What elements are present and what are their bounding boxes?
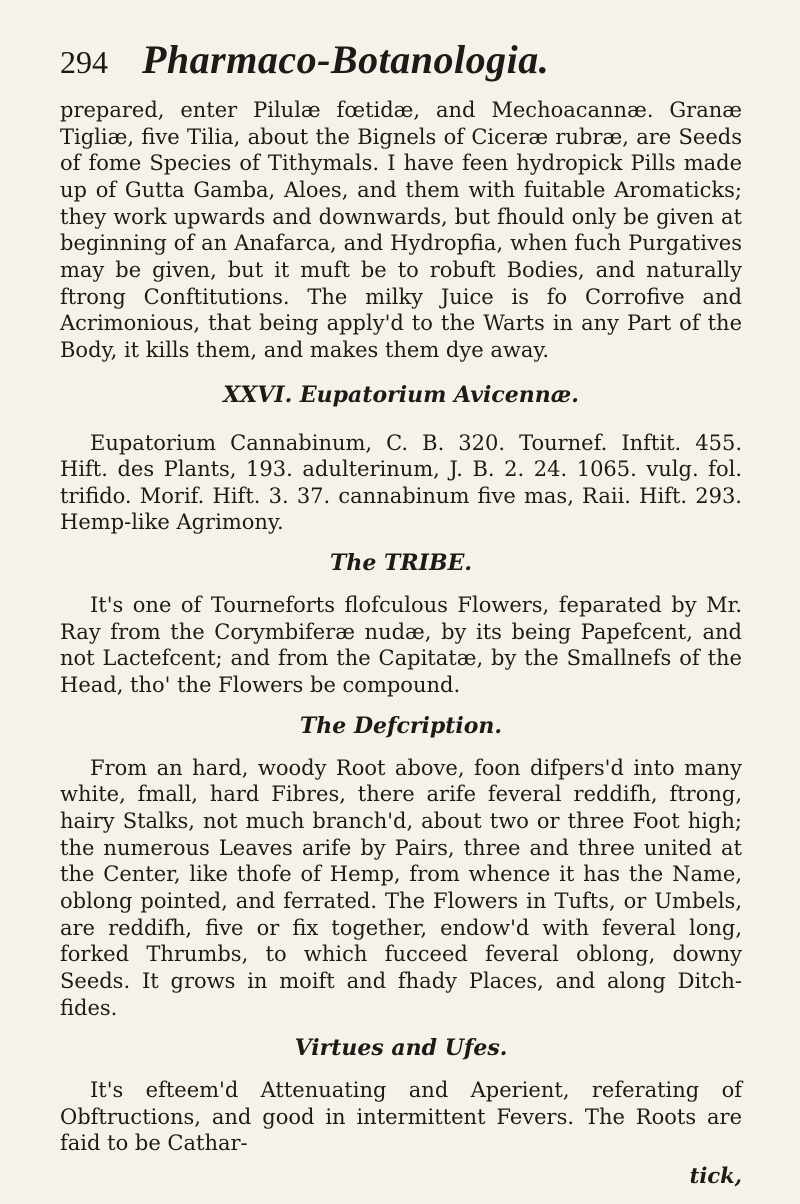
paragraph-tribe: It's one of Tourneforts flofculous Flowers, feparated by Mr. Ray from the Corymbiferæ nudæ, by its being Papefcent, and not Lactefcent; and from the Capitatæ, by the Smallnefs of the Head, tho' the Flowers be compound. <box>60 593 742 698</box>
paragraph-purgatives: prepared, enter Pilulæ fœtidæ, and Mechoacannæ. Granæ Tigliæ, five Tilia, about the Bignels of Ciceræ rubræ, are Seeds of fome Species of Tithymals. I have feen hydropick Pills made up of Gutta Gamba, Aloes, and them with fuitable Aromaticks; they work upwards and downwards, but fhould only be given at beginning of an Anafarca, and Hydropfia, when fuch Purgatives may be given, but it muft be to robuft Bodies, and naturally ftrong Conftitutions. The milky Juice is fo Corrofive and Acrimonious, that being apply'd to the Warts in any Part of the Body, it kills them, and makes them dye away. <box>60 98 742 362</box>
paragraph-synonyms: Eupatorium Cannabinum, C. B. 320. Tournef. Inftit. 455. Hift. des Plants, 193. adulterinum, J. B. 2. 24. 1065. vulg. fol. trifido. Morif. Hift. 3. 37. cannabinum five mas, Raii. Hift. 293. Hemp-like Agrimony. <box>60 430 742 535</box>
paragraph-description: From an hard, woody Root above, foon difpers'd into many white, fmall, hard Fibres, there arife feveral reddifh, ftrong, hairy Stalks, not much branch'd, about two or three Foot high; the numerous Leaves arife by Pairs, three and three united at the Center, like thofe of Hemp, from whence it has the Name, oblong pointed, and ferrated. The Flowers in Tufts, or Umbels, are reddifh, five or fix together, endow'd with feveral long, forked Thrumbs, to which fucceed feveral oblong, downy Seeds. It grows in moift and fhady Places, and along Ditch-fides. <box>60 755 742 1020</box>
catchword: tick, <box>689 1163 742 1189</box>
running-title: Pharmaco-Botanologia. <box>142 37 550 82</box>
description-heading: The Defcription. <box>299 712 503 739</box>
page-number: 294 <box>60 44 108 80</box>
section-title: XXVI. Eupatorium Avicennæ. <box>223 381 579 408</box>
virtues-heading: Virtues and Ufes. <box>294 1035 508 1062</box>
page-header <box>60 36 742 83</box>
tribe-heading: The TRIBE. <box>330 550 472 577</box>
paragraph-virtues: It's efteem'd Attenuating and Aperient, referating of Obftructions, and good in intermittent Fevers. The Roots are faid to be Cathar- <box>60 1078 742 1156</box>
